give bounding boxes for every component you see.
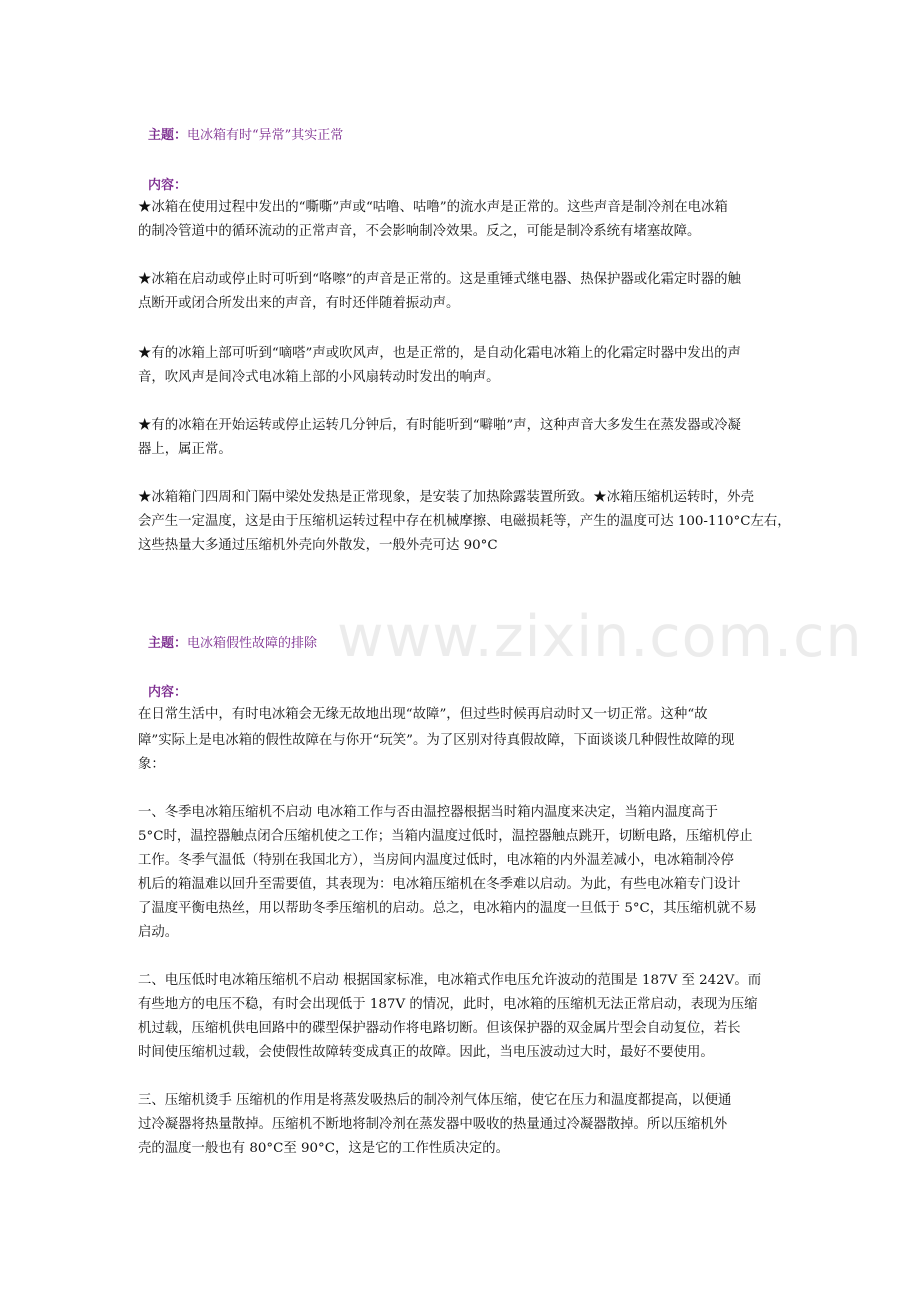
paragraph-line: 了温度平衡电热丝，用以帮助冬季压缩机的启动。总之，电冰箱内的温度一旦低于 5°C，其压缩机就不易 <box>138 901 757 916</box>
paragraph-line: 的制冷管道中的循环流动的正常声音，不会影响制冷效果。反之，可能是制冷系统有堵塞故障。 <box>138 224 701 239</box>
content-label-row-2 <box>148 683 187 703</box>
paragraph-line: 会产生一定温度，这是由于压缩机运转过程中存在机械摩擦、电磁损耗等，产生的温度可达 100-110°C左右， <box>138 514 791 529</box>
content-label-row-1 <box>148 176 187 196</box>
watermark: www.zixin.com.cn <box>337 604 863 670</box>
paragraph-line: 器上，属正常。 <box>138 442 232 457</box>
paragraph-line: 机过载，压缩机供电回路中的碟型保护器动作将电路切断。但该保护器的双金属片型会自动复位，若长 <box>138 1021 741 1036</box>
paragraph-line: 象： <box>138 757 165 772</box>
subject-label: 主题： <box>148 636 188 651</box>
paragraph-line: 过冷凝器将热量散掉。压缩机不断地将制冷剂在蒸发器中吸收的热量通过冷凝器散掉。所以压缩机外 <box>138 1117 728 1132</box>
content-label: 内容： <box>148 178 188 193</box>
paragraph-line: 障”实际上是电冰箱的假性故障在与你开“玩笑”。为了区别对待真假故障，下面谈谈几种假性故障的现 <box>138 733 735 748</box>
subject-title: 电冰箱有时“异常”其实正常 <box>187 128 344 143</box>
paragraph-line: 点断开或闭合所发出来的声音，有时还伴随着振动声。 <box>138 296 460 311</box>
paragraph-line: 三、压缩机烫手 压缩机的作用是将蒸发吸热后的制冷剂气体压缩，使它在压力和温度都提高，以便通 <box>138 1093 732 1108</box>
content-label: 内容： <box>148 685 188 700</box>
paragraph-line: ★冰箱在使用过程中发出的“嘶嘶”声或“咕噜、咕噜”的流水声是正常的。这些声音是制冷剂在电冰箱 <box>138 200 728 215</box>
paragraph-line: 有些地方的电压不稳，有时会出现低于 187V 的情况，此时，电冰箱的压缩机无法正常启动，表现为压缩 <box>138 997 758 1012</box>
paragraph-line: 二、电压低时电冰箱压缩机不启动 根据国家标准，电冰箱式作电压允许波动的范围是 187V 至 242V。而 <box>138 973 762 988</box>
paragraph-line: 启动。 <box>138 925 179 940</box>
paragraph-line: 这些热量大多通过压缩机外壳向外散发，一般外壳可达 90°C <box>138 538 498 553</box>
paragraph-line: ★有的冰箱上部可听到“嘀嗒”声或吹风声，也是正常的，是自动化霜电冰箱上的化霜定时器中发出的声 <box>138 346 741 361</box>
paragraph-line: 机后的箱温难以回升至需要值，其表现为：电冰箱压缩机在冬季难以启动。为此，有些电冰箱专门设计 <box>138 877 741 892</box>
subject-label: 主题： <box>148 128 188 143</box>
paragraph-line: ★冰箱在启动或停止时可听到“咯嚓”的声音是正常的。这是重锤式继电器、热保护器或化霜定时器的触 <box>138 272 741 287</box>
subject-row-2 <box>148 634 317 654</box>
paragraph-line: 在日常生活中，有时电冰箱会无缘无故地出现“故障”，但过些时候再启动时又一切正常。这种“故 <box>138 707 708 722</box>
subject-title: 电冰箱假性故障的排除 <box>187 636 318 651</box>
paragraph-line: 时间使压缩机过载，会使假性故障转变成真正的故障。因此，当电压波动过大时，最好不要使用。 <box>138 1045 714 1060</box>
subject-row-1 <box>148 126 343 146</box>
paragraph-line: 壳的温度一般也有 80°C至 90°C，这是它的工作性质决定的。 <box>138 1141 510 1156</box>
paragraph-line: 音，吹风声是间冷式电冰箱上部的小风扇转动时发出的响声。 <box>138 370 500 385</box>
paragraph-line: ★有的冰箱在开始运转或停止运转几分钟后，有时能听到“噼啪”声，这种声音大多发生在蒸发器或冷凝 <box>138 418 741 433</box>
paragraph-line: ★冰箱箱门四周和门隔中梁处发热是正常现象，是安装了加热除露装置所致。★冰箱压缩机运转时，外壳 <box>138 490 754 505</box>
paragraph-line: 工作。冬季气温低（特别在我国北方），当房间内温度过低时，电冰箱的内外温差减小，电冰箱制冷停 <box>138 853 734 868</box>
paragraph-line: 一、冬季电冰箱压缩机不启动 电冰箱工作与否由温控器根据当时箱内温度来决定，当箱内温度高于 <box>138 805 719 820</box>
paragraph-line: 5°C时，温控器触点闭合压缩机使之工作；当箱内温度过低时，温控器触点跳开，切断电路，压缩机停止 <box>138 829 753 844</box>
